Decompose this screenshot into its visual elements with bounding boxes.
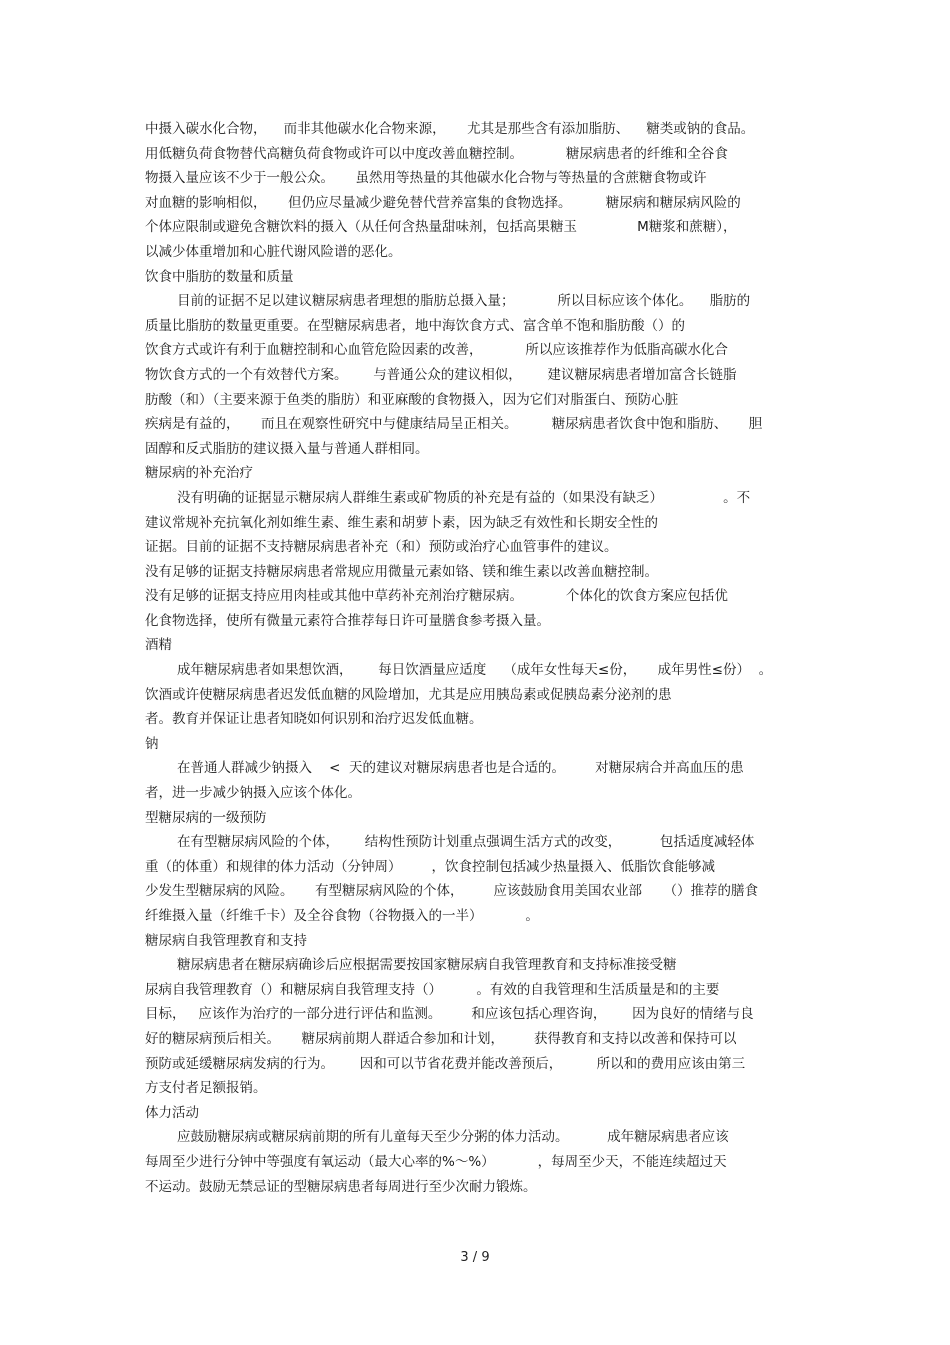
- text-line: 饮食中脂肪的数量和质量: [145, 268, 294, 285]
- text-line: 应鼓励糖尿病或糖尿病前期的所有儿童每天至少分粥的体力活动。 成年糖尿病患者应该: [177, 1129, 729, 1146]
- text-line: 型糖尿病的一级预防: [145, 809, 267, 826]
- text-line: 在有型糖尿病风险的个体， 结构性预防计划重点强调生活方式的改变， 包括适度减轻体: [177, 834, 755, 851]
- text-line: 物摄入量应该不少于一般公众。 虽然用等热量的其他碳水化合物与等热量的含蔗糖食物或许: [145, 170, 707, 187]
- text-line: 用低糖负荷食物替代高糖负荷食物或许可以中度改善血糖控制。 糖尿病患者的纤维和全谷食: [145, 145, 728, 162]
- text-line: 质量比脂肪的数量更重要。在型糖尿病患者，地中海饮食方式、富含单不饱和脂肪酸（）的: [145, 317, 685, 334]
- text-line: 物饮食方式的一个有效替代方案。 与普通公众的建议相似， 建议糖尿病患者增加富含长链脂: [145, 366, 737, 383]
- text-line: 少发生型糖尿病的风险。 有型糖尿病风险的个体， 应该鼓励食用美国农业部 （）推荐的膳食: [145, 883, 758, 900]
- text-line: 者，进一步减少钠摄入应该个体化。: [145, 785, 361, 802]
- text-line: 饮酒或许使糖尿病患者迟发低血糖的风险增加，尤其是应用胰岛素或促胰岛素分泌剂的患: [145, 686, 672, 703]
- text-line: 纤维摄入量（纤维千卡）及全谷食物（谷物摄入的一半） 。: [145, 908, 539, 924]
- text-line: 尿病自我管理教育（）和糖尿病自我管理支持（） 。有效的自我管理和生活质量是和的主要: [145, 981, 720, 998]
- text-line: 化食物选择，使所有微量元素符合推荐每日许可量膳食参考摄入量。: [145, 612, 550, 629]
- text-line: 目前的证据不足以建议糖尿病患者理想的脂肪总摄入量； 所以目标应该个体化。 脂肪的: [177, 293, 751, 310]
- text-line: 疾病是有益的， 而且在观察性研究中与健康结局呈正相关。 糖尿病患者饮食中饱和脂肪、 胆: [145, 416, 763, 433]
- text-line: 没有足够的证据支持糖尿病患者常规应用微量元素如铬、镁和维生素以改善血糖控制。: [145, 563, 658, 580]
- text-line: 在普通人群减少钠摄入 < 天的建议对糖尿病患者也是合适的。 对糖尿病合并高血压的患: [177, 760, 744, 777]
- text-line: 者。教育并保证让患者知晓如何识别和治疗迟发低血糖。: [145, 711, 483, 728]
- text-line: 证据。目前的证据不支持糖尿病患者补充（和）预防或治疗心血管事件的建议。: [145, 539, 618, 556]
- text-line: 重（的体重）和规律的体力活动（分钟周） ，饮食控制包括减少热量摄入、低脂饮食能够减: [145, 858, 716, 875]
- text-line: 个体应限制或避免含糖饮料的摄入（从任何含热量甜味剂，包括高果糖玉 M糖浆和蔗糖），: [145, 219, 737, 236]
- text-line: 肪酸（和）（主要来源于鱼类的脂肪）和亚麻酸的食物摄入，因为它们对脂蛋白、预防心脏: [145, 391, 679, 408]
- text-line: 糖尿病患者在糖尿病确诊后应根据需要按国家糖尿病自我管理教育和支持标准接受糖: [177, 957, 677, 974]
- text-line: 酒精: [145, 637, 172, 654]
- text-line: 糖尿病的补充治疗: [145, 465, 253, 482]
- text-line: 体力活动: [145, 1104, 199, 1121]
- document-body: [145, 117, 810, 1199]
- text-line: 建议常规补充抗氧化剂如维生素、维生素和胡萝卜素，因为缺乏有效性和长期安全性的: [145, 514, 658, 531]
- text-line: 对血糖的影响相似， 但仍应尽量减少避免替代营养富集的食物选择。 糖尿病和糖尿病风险的: [145, 194, 741, 211]
- text-line: 没有明确的证据显示糖尿病人群维生素或矿物质的补充是有益的（如果没有缺乏） 。不: [177, 489, 751, 506]
- text-line: 目标， 应该作为治疗的一部分进行评估和监测。 和应该包括心理咨询， 因为良好的情绪与良: [145, 1006, 754, 1023]
- text-line: 中摄入碳水化合物， 而非其他碳水化合物来源， 尤其是那些含有添加脂肪、 糖类或钠的食品。: [145, 121, 755, 137]
- text-line: 方支付者足额报销。: [145, 1080, 267, 1097]
- page-number: 3 / 9: [460, 1250, 490, 1265]
- text-line: 好的糖尿病预后相关。 糖尿病前期人群适合参加和计划， 获得教育和支持以改善和保持可以: [145, 1030, 737, 1047]
- text-line: 成年糖尿病患者如果想饮酒， 每日饮酒量应适度 （成年女性每天≤份， 成年男性≤份） 。: [177, 662, 773, 679]
- text-line: 饮食方式或许有利于血糖控制和心血管危险因素的改善， 所以应该推荐作为低脂高碳水化合: [145, 342, 728, 359]
- text-line: 预防或延缓糖尿病发病的行为。 因和可以节省花费并能改善预后， 所以和的费用应该由第三: [145, 1055, 746, 1072]
- text-line: 固醇和反式脂肪的建议摄入量与普通人群相同。: [145, 440, 429, 457]
- text-line: 糖尿病自我管理教育和支持: [145, 932, 307, 949]
- text-line: 以减少体重增加和心脏代谢风险谱的恶化。: [145, 243, 402, 260]
- text-line: 没有足够的证据支持应用肉桂或其他中草药补充剂治疗糖尿病。 个体化的饮食方案应包括优: [145, 588, 728, 605]
- text-line: 不运动。鼓励无禁忌证的型糖尿病患者每周进行至少次耐力锻炼。: [145, 1178, 537, 1195]
- text-line: 每周至少进行分钟中等强度有氧运动（最大心率的%～%） ，每周至少天，不能连续超过天: [145, 1153, 727, 1170]
- text-line: 钠: [145, 735, 159, 752]
